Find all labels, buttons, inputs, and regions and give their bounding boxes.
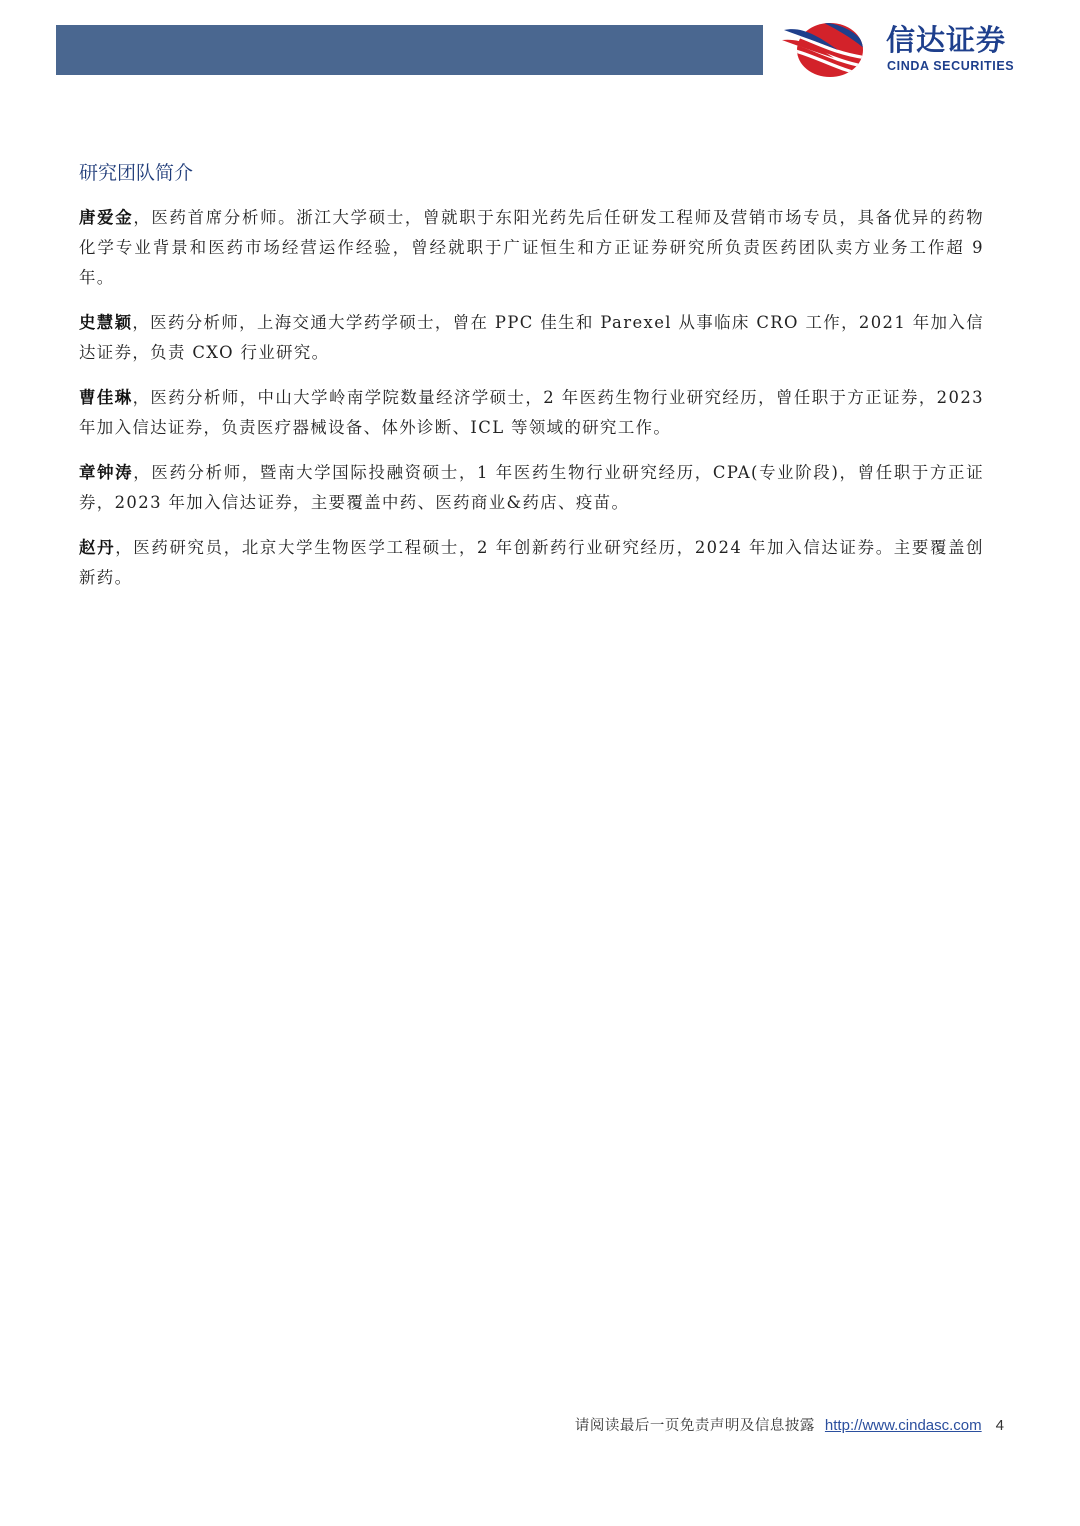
- bio-paragraph: [79, 203, 984, 293]
- page-footer: [575, 1414, 1004, 1438]
- bio-text: ，医药分析师，暨南大学国际投融资硕士，1 年医药生物行业研究经历，CPA(专业阶段)，曾任职于方正证券，2023 年加入信达证券，主要覆盖中药、医药商业&药店、疫苗。: [79, 463, 984, 512]
- bio-paragraph: [79, 383, 984, 443]
- section-title: 研究团队简介: [79, 162, 194, 184]
- bio-text: ，医药分析师，上海交通大学药学硕士，曾在 PPC 佳生和 Parexel 从事临床 CRO 工作，2021 年加入信达证券，负责 CXO 行业研究。: [79, 313, 984, 362]
- logo-chinese-text: 信达证券: [886, 23, 1007, 57]
- bio-name: 唐爱金: [79, 208, 134, 227]
- cinda-logo: [782, 20, 1042, 82]
- bio-text: ，医药研究员，北京大学生物医学工程硕士，2 年创新药行业研究经历，2024 年加入信达证券。主要覆盖创新药。: [79, 538, 984, 587]
- footer-disclaimer: 请阅读最后一页免责声明及信息披露: [574, 1418, 815, 1434]
- page-number: 4: [995, 1417, 1004, 1434]
- cinda-logo-icon: [782, 20, 868, 80]
- bio-text: ，医药首席分析师。浙江大学硕士，曾就职于东阳光药先后任研发工程师及营销市场专员，具备优异的药物化学专业背景和医药市场经营运作经验，曾经就职于广证恒生和方正证券研究所负责医药团队卖方业务工作超 9 年。: [79, 208, 985, 287]
- bio-paragraph: [79, 458, 984, 518]
- logo-english-text: CINDA SECURITIES: [887, 59, 1015, 73]
- bio-name: 赵丹: [79, 538, 116, 557]
- bio-paragraph: [79, 533, 984, 593]
- header-bar: [56, 25, 763, 75]
- bio-name: 曹佳琳: [79, 388, 133, 407]
- bio-name: 史慧颖: [79, 313, 133, 332]
- footer-website-link[interactable]: http://www.cindasc.com: [824, 1417, 982, 1434]
- bio-paragraph: [79, 308, 984, 368]
- bio-text: ，医药分析师，中山大学岭南学院数量经济学硕士，2 年医药生物行业研究经历，曾任职于方正证券，2023 年加入信达证券，负责医疗器械设备、体外诊断、ICL 等领域的研究工作。: [79, 388, 984, 437]
- research-team-bios: [79, 203, 984, 608]
- bio-name: 章钟涛: [79, 463, 134, 482]
